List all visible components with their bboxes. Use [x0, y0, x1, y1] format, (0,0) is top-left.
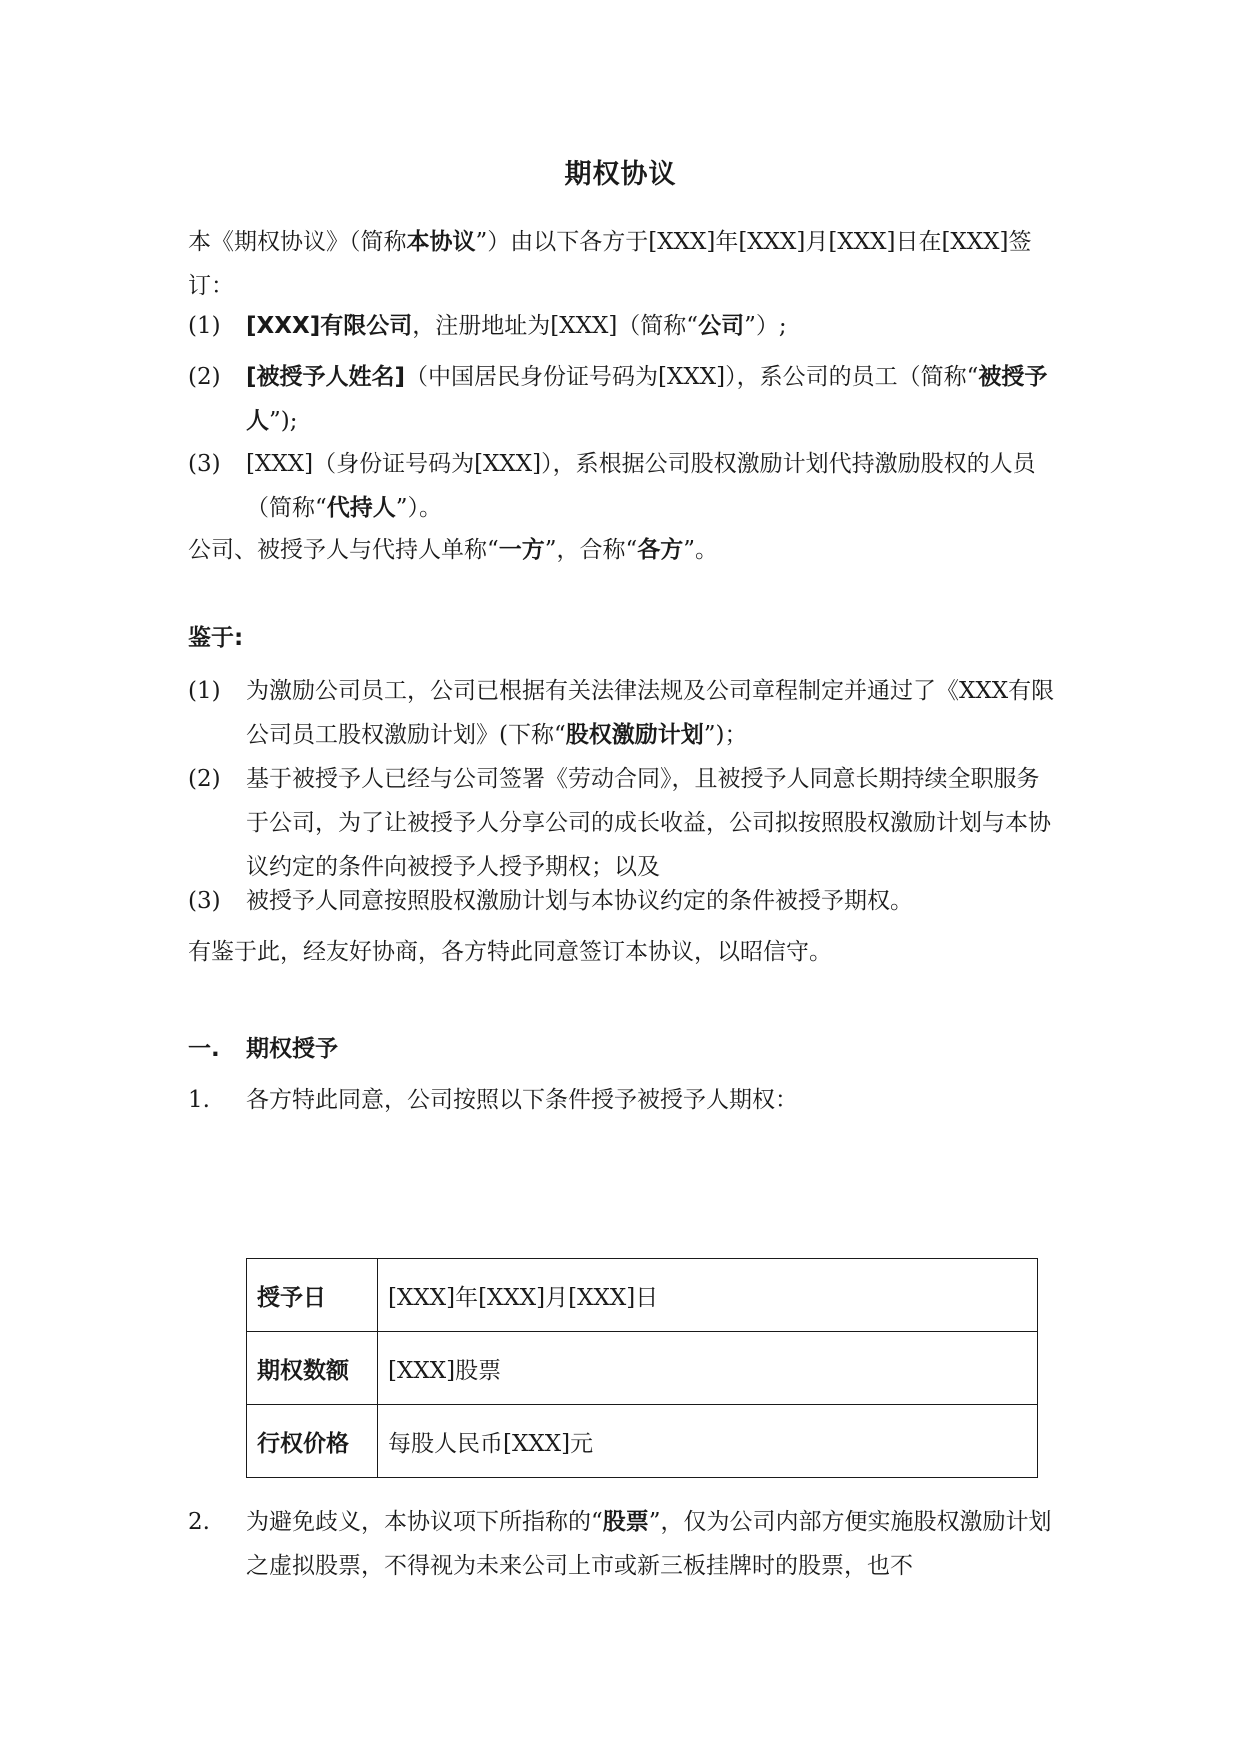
table-row: [247, 1405, 1038, 1478]
summary-text: 公司、被授予人与代持人单称“: [188, 537, 499, 563]
conclusion-paragraph: 有鉴于此，经友好协商，各方特此同意签订本协议，以昭信守。: [188, 939, 832, 965]
clause-number: 1.: [188, 1087, 210, 1113]
whereas-body: [246, 757, 1056, 889]
whereas-heading: 鉴于:: [188, 625, 244, 651]
party-tail: ”);: [269, 408, 298, 434]
whereas-defined-term: 股权激励计划: [565, 722, 704, 748]
table-value-cell: [XXX]股票: [378, 1332, 1038, 1405]
party-tail: ”）;: [744, 313, 787, 339]
table-value-cell: 每股人民币[XXX]元: [378, 1405, 1038, 1478]
intro-term-agreement: 本协议: [406, 229, 476, 255]
table-label-cell: 行权价格: [247, 1405, 378, 1478]
section-heading-1: [188, 1027, 338, 1071]
intro-paragraph: [188, 220, 1056, 308]
party-body: [246, 355, 1056, 443]
whereas-text: 基于被授予人已经与公司签署《劳动合同》，且被授予人同意长期持续全职服务于公司，为了让被授予人分享公司的成长收益，公司拟按照股权激励计划与本协议约定的条件向被授予人授予期权；以及: [246, 766, 1051, 880]
summary-text: ”。: [683, 537, 719, 563]
clause-text: 为避免歧义，本协议项下所指称的“: [246, 1509, 603, 1535]
whereas-number: (2): [188, 766, 221, 792]
table-value-cell: [XXX]年[XXX]月[XXX]日: [378, 1259, 1038, 1332]
clause-text: ”，仅为公司内部方便实施股权激励计划之虚拟股票，不得视为未来公司上市或新三板挂牌时的股票，也不: [246, 1509, 1052, 1579]
page-title: 期权协议: [564, 159, 677, 190]
party-defined-term: 被授予人: [246, 364, 1048, 434]
party-name: [XXX]有限公司: [246, 313, 413, 339]
whereas-body: [246, 879, 1056, 923]
intro-text-a: 本《期权协议》（简称: [188, 229, 407, 255]
party-text: [XXX]（身份证号码为[XXX]），系根据公司股权激励计划代持激励股权的人员（简称“: [246, 451, 1036, 521]
party-name: [被授予人姓名]: [246, 364, 406, 390]
summary-term-parties: 各方: [637, 537, 684, 563]
clause-number: 2.: [188, 1509, 210, 1535]
party-text: ，注册地址为[XXX]（简称“: [412, 313, 699, 339]
option-terms-table: [246, 1258, 1038, 1478]
party-body: [246, 304, 1056, 348]
table-label-cell: 授予日: [247, 1259, 378, 1332]
party-number: (2): [188, 364, 221, 390]
whereas-text: 为激励公司员工，公司已根据有关法律法规及公司章程制定并通过了《XXX有限公司员工股权激励计划》(下称“: [246, 678, 1055, 748]
whereas-number: (3): [188, 888, 221, 914]
summary-text: ”，合称“: [544, 537, 638, 563]
party-number: (1): [188, 313, 221, 339]
whereas-text: 被授予人同意按照股权激励计划与本协议约定的条件被授予期权。: [246, 888, 913, 914]
whereas-tail: ”)；: [703, 722, 748, 748]
table-label-cell: 期权数额: [247, 1332, 378, 1405]
clause-text: 各方特此同意，公司按照以下条件授予被授予人期权：: [246, 1087, 798, 1113]
party-number: (3): [188, 451, 221, 477]
party-body: [246, 442, 1056, 530]
party-text: （中国居民身份证号码为[XXX]），系公司的员工（简称“: [405, 364, 979, 390]
whereas-body: [246, 669, 1056, 757]
section-title: 期权授予: [246, 1036, 338, 1062]
whereas-number: (1): [188, 678, 221, 704]
party-tail: ”）。: [395, 495, 443, 521]
table-row: [247, 1259, 1038, 1332]
section-number: 一.: [188, 1036, 220, 1062]
table-row: [247, 1332, 1038, 1405]
summary-term-party: 一方: [498, 537, 545, 563]
intro-text-c: ”）由以下各方于[XXX]年[XXX]月[XXX]日在[XXX]签订：: [188, 229, 1032, 299]
clause-defined-term: 股票: [602, 1509, 649, 1535]
party-defined-term: 公司: [698, 313, 745, 339]
summary-paragraph: [188, 528, 1056, 572]
clause-body: [246, 1500, 1056, 1588]
party-defined-term: 代持人: [326, 495, 396, 521]
